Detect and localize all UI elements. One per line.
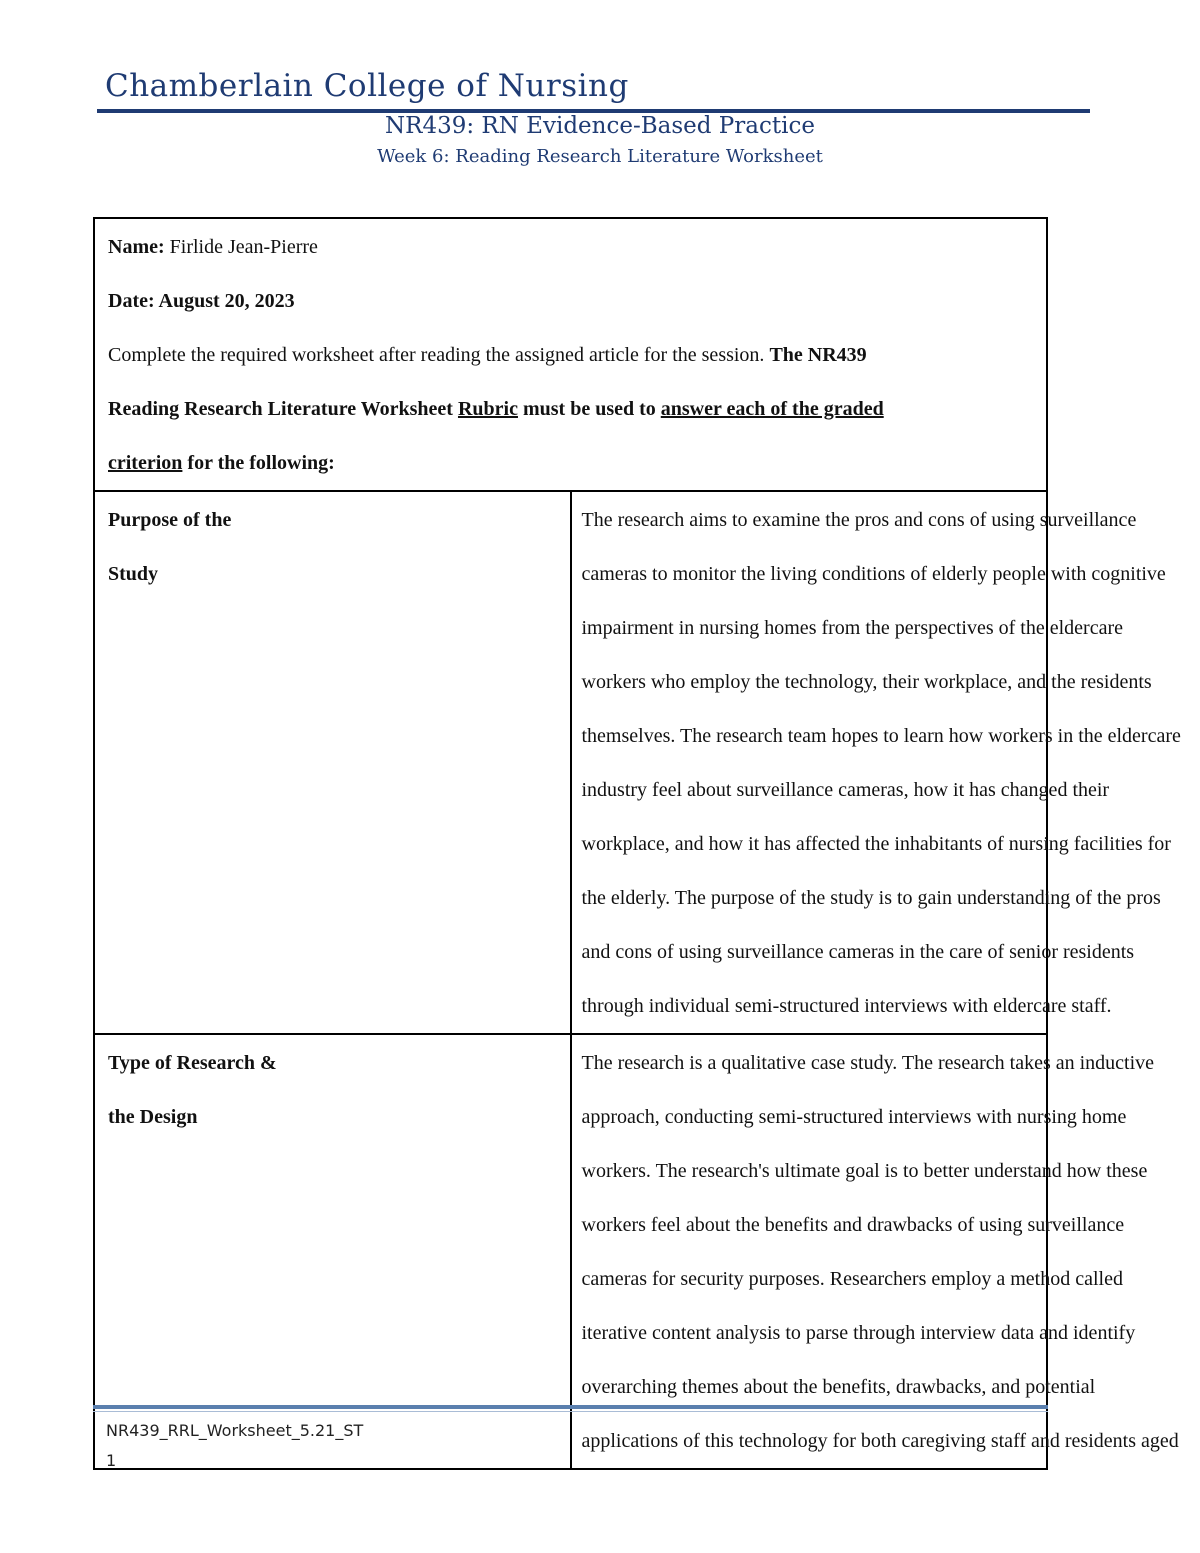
row-label-design bbox=[94, 1034, 571, 1469]
page-number: 1 bbox=[106, 1451, 117, 1470]
content-line: workers feel about the benefits and drawbacks of using surveillance bbox=[581, 1214, 1125, 1236]
instructions-bold-1: The NR439 bbox=[769, 344, 867, 366]
content-line: cameras for security purposes. Researchers employ a method called bbox=[581, 1268, 1123, 1290]
content-line: industry feel about surveillance cameras, how it has changed their bbox=[581, 779, 1110, 801]
date-label: Date: August 20, 2023 bbox=[108, 290, 295, 312]
instructions-line-1 bbox=[108, 328, 1036, 382]
footer-rule bbox=[93, 1405, 1048, 1409]
content-line: cameras to monitor the living conditions of elderly people with cognitive bbox=[581, 563, 1166, 585]
date-line bbox=[108, 274, 1036, 328]
answer-underlined: answer each of the graded bbox=[660, 398, 884, 420]
table-row bbox=[94, 491, 1047, 1034]
content-line: impairment in nursing homes from the perspectives of the eldercare bbox=[581, 617, 1123, 639]
content-line: workers who employ the technology, their workplace, and the residents bbox=[581, 671, 1152, 693]
label-line: the Design bbox=[108, 1106, 198, 1128]
course-title: NR439: RN Evidence-Based Practice bbox=[385, 113, 815, 139]
criterion-underlined: criterion bbox=[108, 452, 183, 474]
content-line: applications of this technology for both caregiving staff and residents aged bbox=[581, 1430, 1179, 1452]
content-line: approach, conducting semi-structured interviews with nursing home bbox=[581, 1106, 1127, 1128]
content-line: themselves. The research team hopes to learn how workers in the eldercare bbox=[581, 725, 1181, 747]
label-line: Study bbox=[108, 563, 159, 585]
college-title: Chamberlain College of Nursing bbox=[105, 68, 629, 104]
row-label-purpose bbox=[94, 491, 571, 1034]
content-line: overarching themes about the benefits, drawbacks, and potential bbox=[581, 1376, 1096, 1398]
row-content-design bbox=[571, 1034, 1179, 1469]
name-line bbox=[108, 220, 1036, 274]
instructions-line-3 bbox=[108, 436, 1036, 490]
name-label: Name: bbox=[108, 236, 165, 258]
row-content-purpose bbox=[571, 491, 1181, 1034]
content-line: The research is a qualitative case study. The research takes an inductive bbox=[581, 1052, 1155, 1074]
intro-cell bbox=[94, 218, 1047, 491]
rubric-link-text: Rubric bbox=[457, 398, 518, 420]
content-line: iterative content analysis to parse through interview data and identify bbox=[581, 1322, 1136, 1344]
table-row bbox=[94, 1034, 1047, 1469]
content-line: through individual semi-structured interviews with eldercare staff. bbox=[581, 995, 1112, 1017]
instructions-line-2 bbox=[108, 382, 1036, 436]
name-value: Firlide Jean-Pierre bbox=[164, 236, 318, 258]
footer-document-id: NR439_RRL_Worksheet_5.21_ST bbox=[106, 1421, 364, 1440]
worksheet-title: Week 6: Reading Research Literature Worksheet bbox=[377, 146, 823, 167]
content-line: The research aims to examine the pros and cons of using surveillance bbox=[581, 509, 1137, 531]
content-line: workers. The research's ultimate goal is to better understand how these bbox=[581, 1160, 1148, 1182]
worksheet-table bbox=[93, 217, 1181, 1470]
content-line: workplace, and how it has affected the inhabitants of nursing facilities for bbox=[581, 833, 1171, 855]
instructions-bold-4: for the following: bbox=[182, 452, 335, 474]
footer-rule-thin bbox=[93, 1411, 1048, 1412]
content-line: the elderly. The purpose of the study is to gain understanding of the pros bbox=[581, 887, 1161, 909]
instructions-text: Complete the required worksheet after reading the assigned article for the session. bbox=[108, 344, 770, 366]
content-line: and cons of using surveillance cameras in the care of senior residents bbox=[581, 941, 1135, 963]
instructions-bold-3: must be used to bbox=[517, 398, 661, 420]
label-line: Purpose of the bbox=[108, 509, 232, 531]
label-line: Type of Research & bbox=[108, 1052, 277, 1074]
instructions-bold-2: Reading Research Literature Worksheet bbox=[108, 398, 458, 420]
